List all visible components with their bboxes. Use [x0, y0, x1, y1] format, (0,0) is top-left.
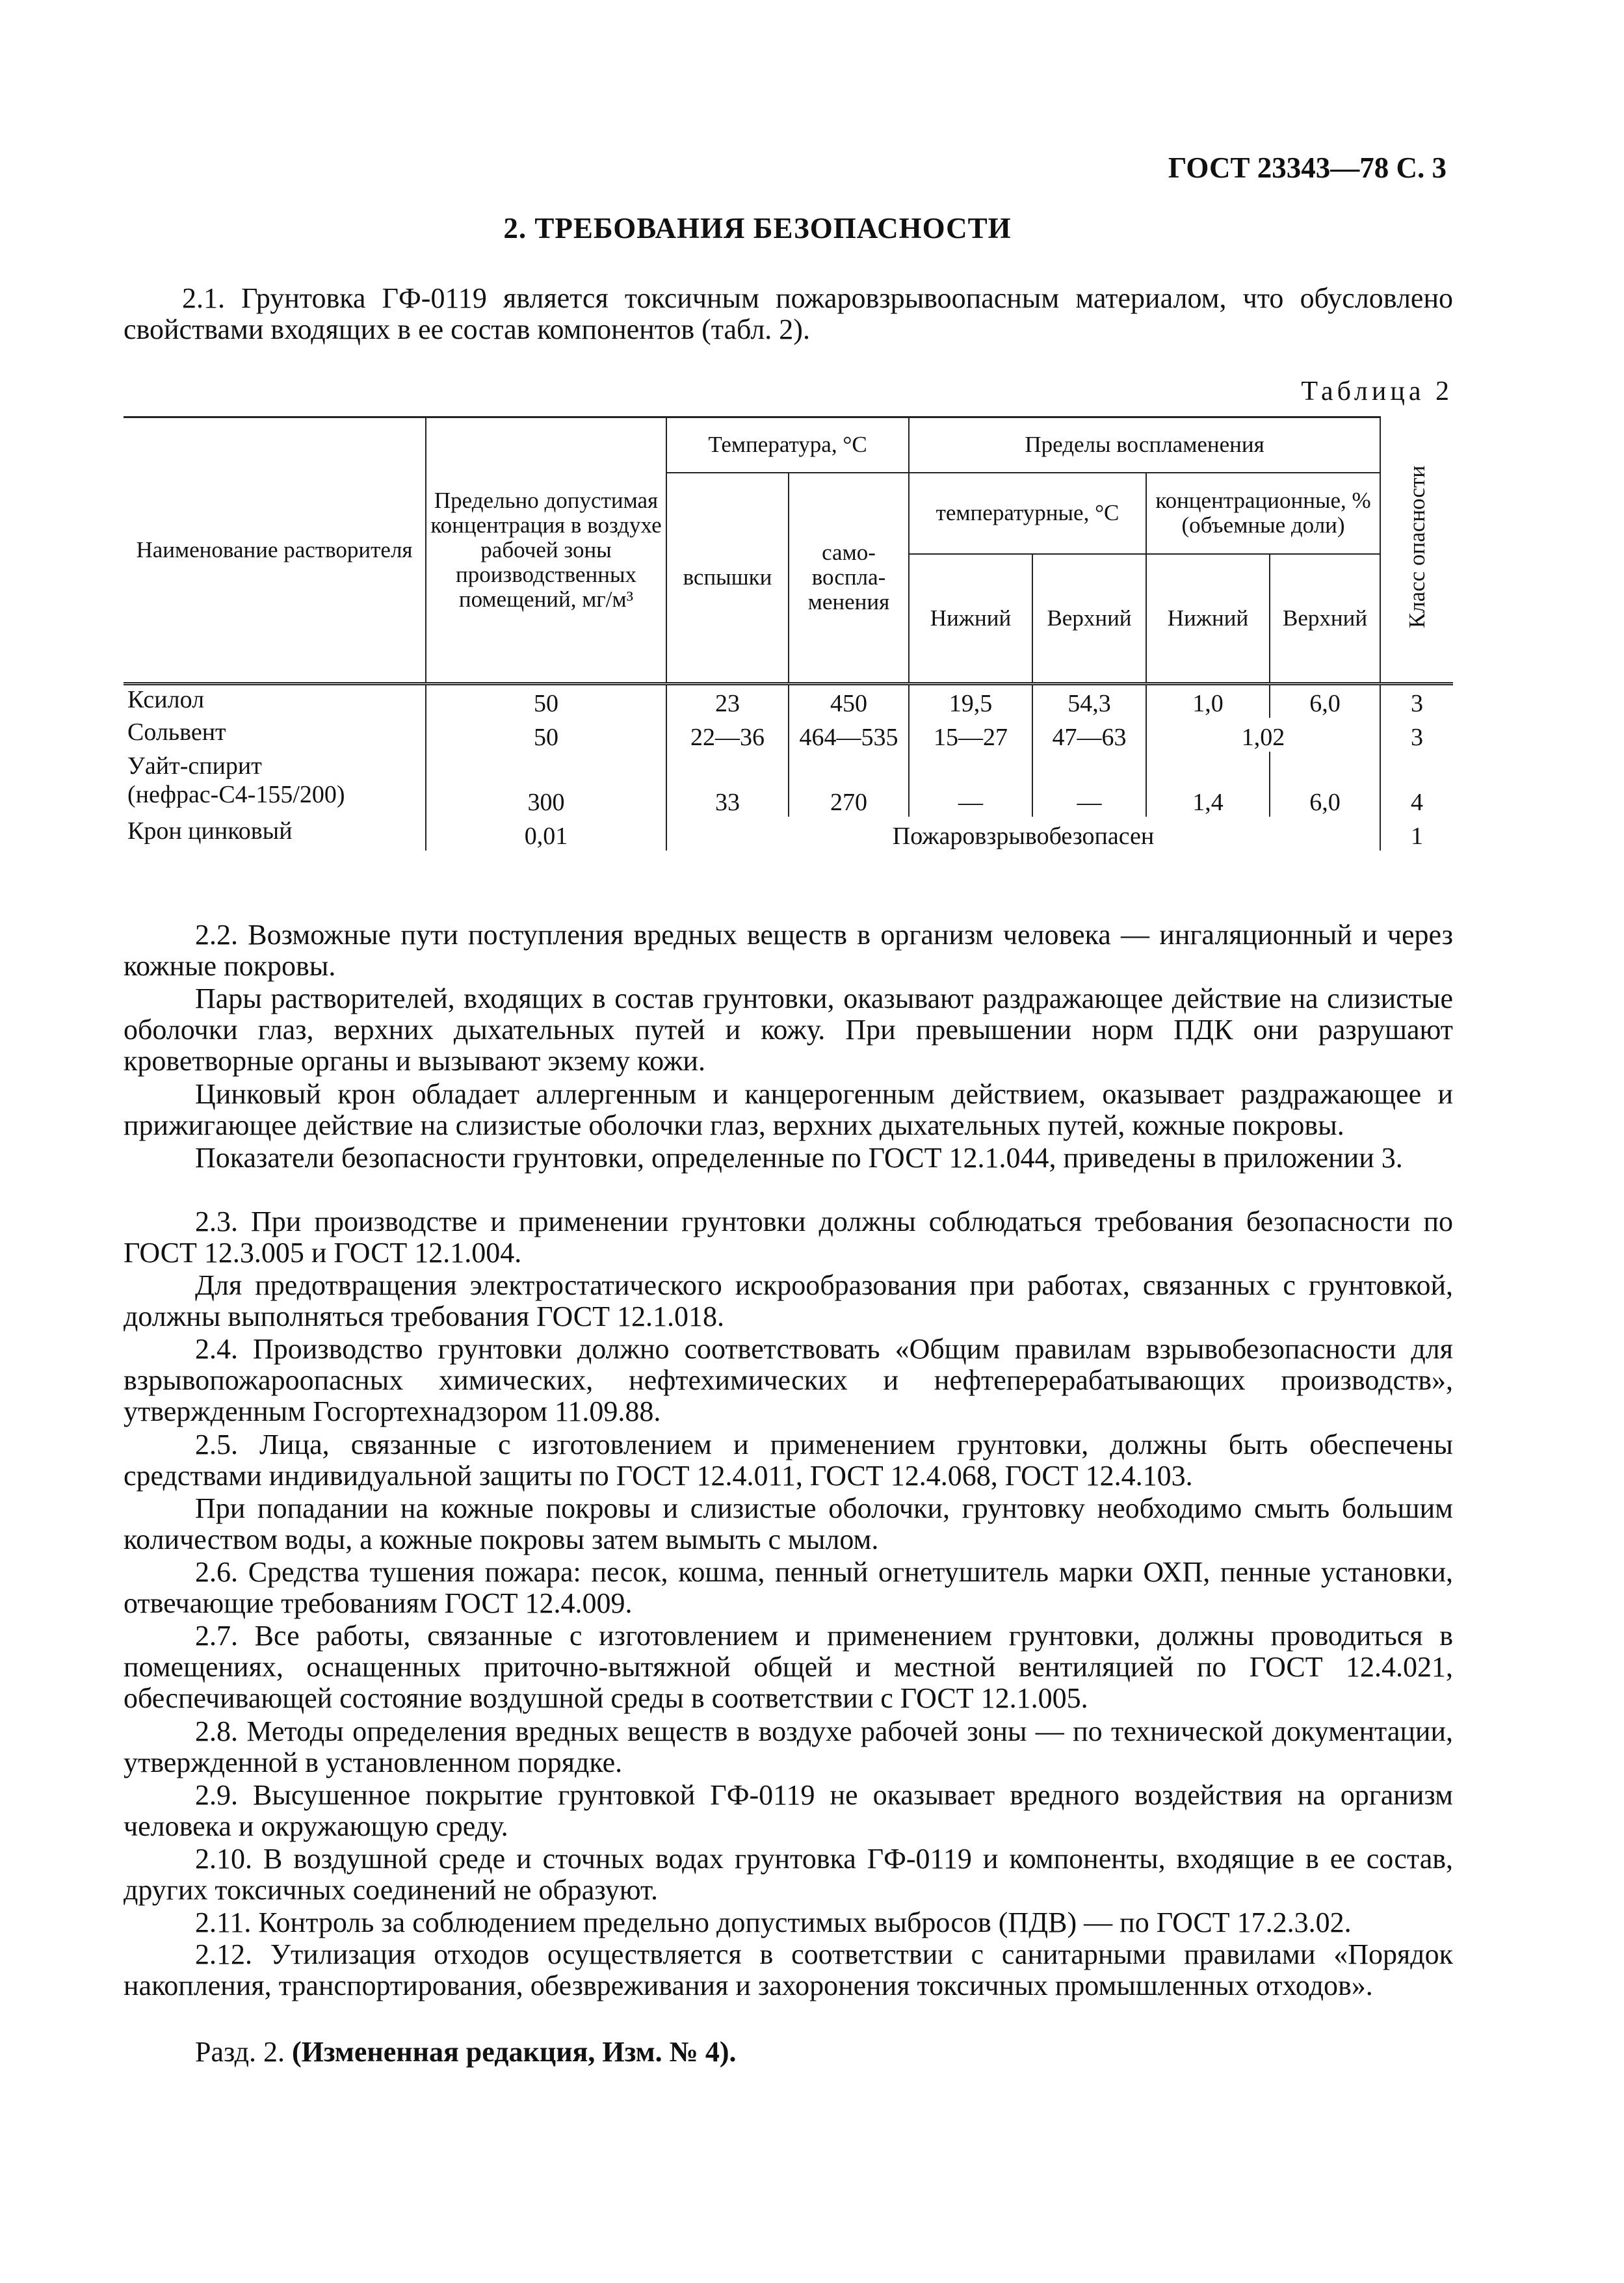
- header-t-upper: Верхний: [1032, 554, 1146, 684]
- header-hazard-class: Класс опасности: [1380, 417, 1453, 684]
- table-row: Сольвент 50 22—36 464—535 15—27 47—63 1,02 3: [124, 718, 1453, 752]
- paragraph-2-6: 2.6. Средства тушения пожара: песок, кошма, пенный огнетушитель марки ОХП, пенные установки, отвечающие требованиям ГОСТ 12.4.009.: [124, 1556, 1453, 1619]
- paragraph-skin-contact: При попадании на кожные покровы и слизистые оболочки, грунтовку необходимо смыть большим количеством воды, а кожные покровы затем вымыть с мылом.: [124, 1492, 1453, 1555]
- page-header: ГОСТ 23343—78 С. 3: [1168, 152, 1447, 184]
- paragraph-2-4: 2.4. Производство грунтовки должно соответствовать «Общим правилам взрывобезопасности для взрывопожароопасных химических, нефтехимических и нефтеперерабатывающих производств», утвержденным Госгортехнадзором 11.09.88.: [124, 1333, 1453, 1427]
- paragraph-2-9: 2.9. Высушенное покрытие грунтовкой ГФ-0119 не оказывает вредного воздействия на организм человека и окружающую среду.: [124, 1779, 1453, 1842]
- paragraph-vapors: Пары растворителей, входящих в состав грунтовки, оказывают раздражающее действие на слизистые оболочки глаз, верхних дыхательных путей и кожу. При превышении норм ПДК они разрушают кроветворные органы и вызывают экзему кожи.: [124, 983, 1453, 1077]
- paragraph-electrostatic: Для предотвращения электростатического искрообразования при работах, связанных с грунтовкой, должны выполняться требования ГОСТ 12.1.018.: [124, 1269, 1453, 1332]
- header-temp-limits: температурные, °С: [909, 473, 1146, 554]
- header-name: Наименование растворителя: [124, 417, 426, 684]
- header-pdk: Предельно допустимая концентрация в воздухе рабочей зоны производственных помещений, мг/м³: [426, 417, 666, 684]
- header-c-lower: Нижний: [1146, 554, 1270, 684]
- paragraph-2-3: 2.3. При производстве и применении грунтовки должны соблюдаться требования безопасности по ГОСТ 12.3.005 и ГОСТ 12.1.004.: [124, 1206, 1453, 1269]
- header-autoignition: самовоспламенения: [789, 473, 909, 684]
- paragraph-2-8: 2.8. Методы определения вредных веществ в воздухе рабочей зоны — по технической документации, утвержденной в установленном порядке.: [124, 1715, 1453, 1778]
- header-temperature: Температура, °С: [666, 417, 909, 473]
- header-conc-limits: концентрационные, % (объемные доли): [1146, 473, 1380, 554]
- table-row: Уайт-спирит (нефрас-С4-155/200) 300 33 270 — — 1,4 6,0 4: [124, 752, 1453, 817]
- paragraph-2-11: 2.11. Контроль за соблюдением предельно допустимых выбросов (ПДВ) — по ГОСТ 17.2.3.02.: [195, 1907, 1352, 1938]
- paragraph-indicators: Показатели безопасности грунтовки, определенные по ГОСТ 12.1.044, приведены в приложении 3.: [195, 1142, 1403, 1174]
- paragraph-2-2: 2.2. Возможные пути поступления вредных веществ в организм человека — ингаляционный и через кожные покровы.: [124, 919, 1453, 982]
- paragraph-2-12: 2.12. Утилизация отходов осуществляется в соответствии с санитарными правилами «Порядок накопления, транспортирования, обезвреживания и захоронения токсичных промышленных отходов».: [124, 1938, 1453, 2001]
- revision-note: Разд. 2. (Измененная редакция, Изм. № 4).: [195, 2036, 737, 2068]
- header-flash: вспышки: [666, 473, 789, 684]
- paragraph-zinc: Цинковый крон обладает аллергенным и канцерогенным действием, оказывает раздражающее и прижигающее действие на слизистые оболочки глаз, верхних дыхательных путей, кожные покровы.: [124, 1078, 1453, 1141]
- intro-paragraph: 2.1. Грунтовка ГФ-0119 является токсичным пожаровзрывоопасным материалом, что обусловлено свойствами входящих в ее состав компонентов (табл. 2).: [124, 282, 1453, 345]
- header-limits: Пределы воспламенения: [909, 417, 1380, 473]
- revision-note-bold: (Измененная редакция, Изм. № 4).: [291, 2036, 737, 2068]
- paragraph-2-7: 2.7. Все работы, связанные с изготовлением и применением грунтовки, должны проводиться в помещениях, оснащенных приточно-вытяжной общей и местной вентиляцией по ГОСТ 12.4.021, обеспечивающей состояние воздушной среды в соответствии с ГОСТ 12.1.005.: [124, 1620, 1453, 1714]
- paragraph-2-10: 2.10. В воздушной среде и сточных водах грунтовка ГФ-0119 и компоненты, входящие в ее состав, других токсичных соединений не образуют.: [124, 1843, 1453, 1906]
- table-row: Ксилол 50 23 450 19,5 54,3 1,0 6,0 3: [124, 684, 1453, 718]
- section-title: 2. ТРЕБОВАНИЯ БЕЗОПАСНОСТИ: [503, 212, 1012, 244]
- table-row: Крон цинковый 0,01 Пожаровзрывобезопасен 1: [124, 817, 1453, 851]
- solvents-table: [124, 416, 1453, 851]
- header-t-lower: Нижний: [909, 554, 1032, 684]
- paragraph-2-5: 2.5. Лица, связанные с изготовлением и применением грунтовки, должны быть обеспечены средствами индивидуальной защиты по ГОСТ 12.4.011, ГОСТ 12.4.068, ГОСТ 12.4.103.: [124, 1429, 1453, 1492]
- header-c-upper: Верхний: [1270, 554, 1380, 684]
- table-caption: Таблица 2: [1301, 376, 1453, 406]
